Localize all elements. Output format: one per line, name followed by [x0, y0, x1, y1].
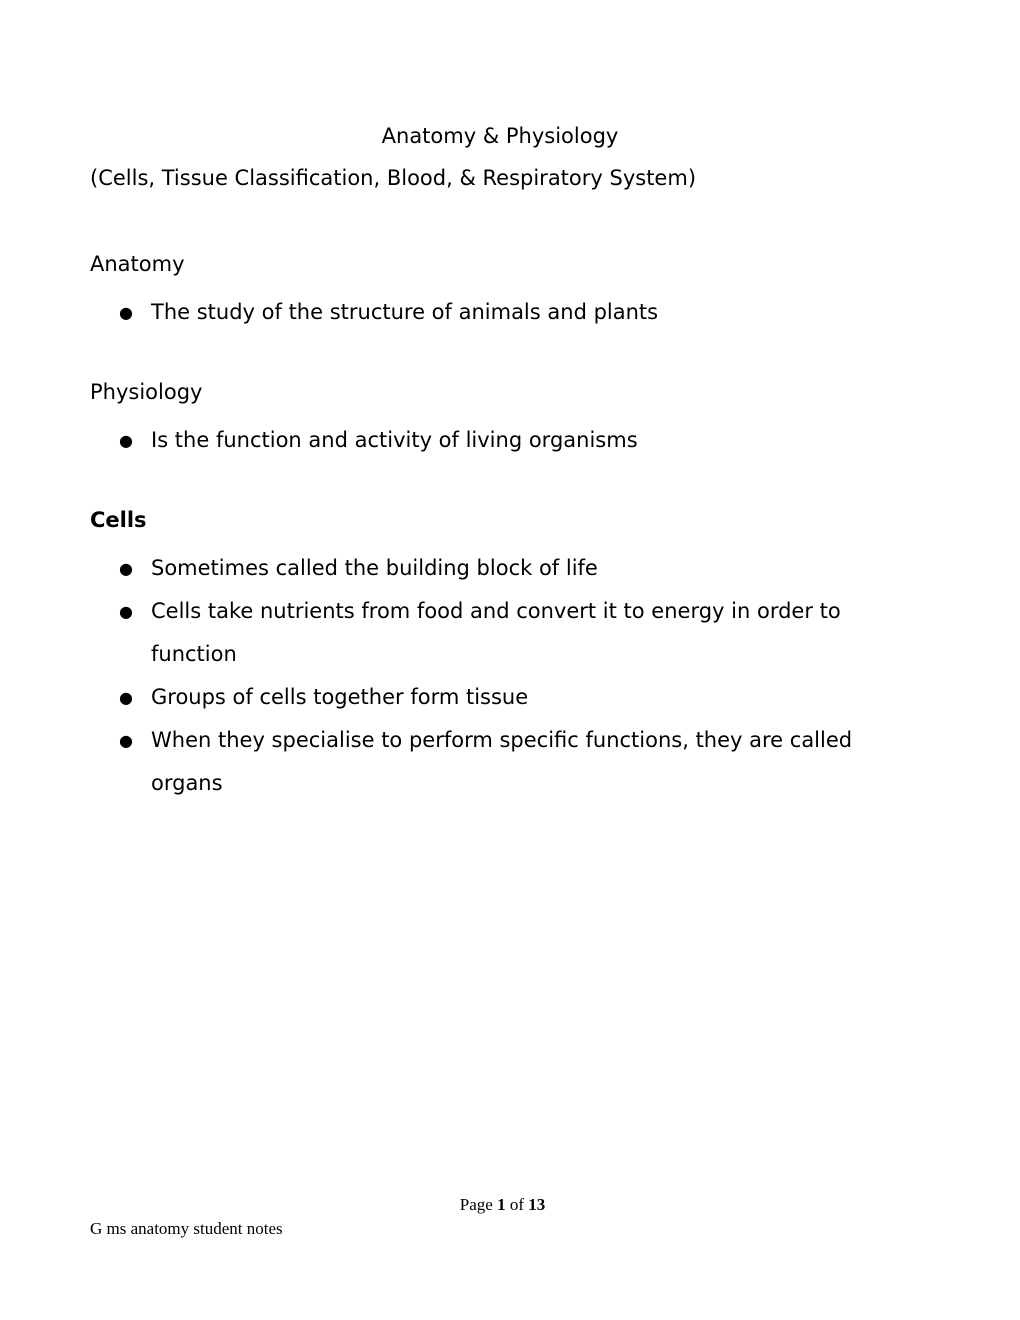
section-physiology	[90, 376, 920, 462]
bullet-icon: ●	[119, 731, 133, 750]
list-item-text: Sometimes called the building block of life	[151, 556, 598, 580]
page-number-footer	[0, 1193, 1005, 1217]
footer-note: G ms anatomy student notes	[90, 1219, 283, 1238]
section-heading: Cells	[90, 508, 147, 532]
of-word: of	[509, 1195, 524, 1214]
list-item	[90, 719, 920, 805]
section-heading: Anatomy	[90, 252, 185, 276]
bullet-list	[90, 419, 920, 462]
bullet-icon: ●	[119, 602, 133, 621]
list-item	[90, 547, 920, 590]
document-title: Anatomy & Physiology	[381, 124, 619, 148]
list-item	[90, 291, 920, 334]
bullet-icon: ●	[119, 559, 133, 578]
list-item	[90, 419, 920, 462]
total-page-count: 13	[528, 1195, 546, 1214]
section-anatomy	[90, 248, 920, 334]
document-subtitle: (Cells, Tissue Classification, Blood, & Respiratory System)	[90, 166, 697, 190]
page-word: Page	[459, 1195, 493, 1214]
bullet-list	[90, 547, 920, 805]
current-page-number: 1	[497, 1195, 506, 1214]
bullet-icon: ●	[119, 431, 133, 450]
list-item-text: Cells take nutrients from food and convert it to energy in order to function	[151, 599, 841, 666]
section-heading: Physiology	[90, 380, 203, 404]
list-item	[90, 590, 920, 676]
section-cells	[90, 504, 920, 805]
list-item-text: Is the function and activity of living organisms	[151, 428, 638, 452]
list-item-text: Groups of cells together form tissue	[151, 685, 529, 709]
bullet-icon: ●	[119, 688, 133, 707]
list-item-text: When they specialise to perform specific functions, they are called organs	[151, 728, 853, 795]
list-item-text: The study of the structure of animals and plants	[151, 300, 659, 324]
list-item	[90, 676, 920, 719]
bullet-list	[90, 291, 920, 334]
bullet-icon: ●	[119, 303, 133, 322]
